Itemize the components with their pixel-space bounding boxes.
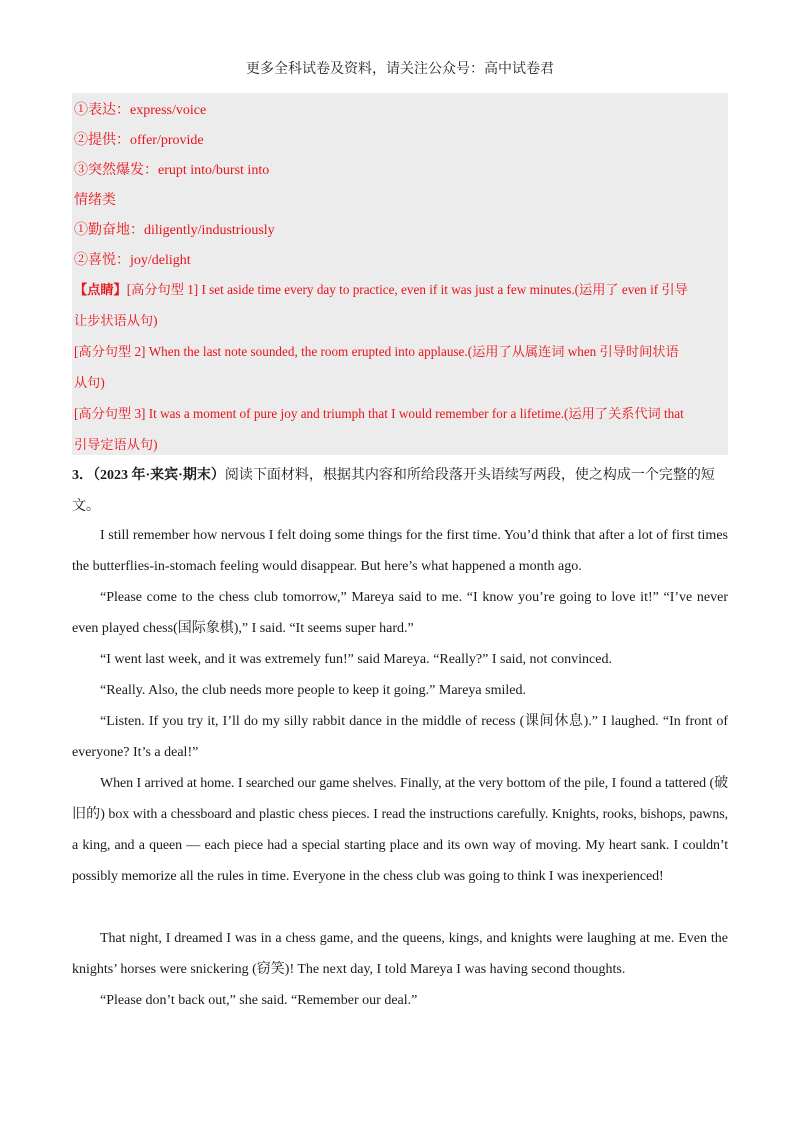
answer-line: 情绪类 [74,193,116,208]
passage-paragraph: “Really. Also, the club needs more people to keep it going.” Mareya smiled. [100,683,526,698]
passage-paragraph: “I went last week, and it was extremely fun!” said Mareya. “Really?” I said, not convinced. [100,652,612,667]
question-number: 3． [72,468,93,483]
question-source: （2023 年·来宾·期末） [93,468,225,483]
passage-paragraph: When I arrived at home. I searched our game shelves. Finally, at the very bottom of the pile, I found a tattered (破旧的) box with a chessboard and plastic chess pieces. I read the instructions carefully. Knights, rooks, bishops, pawns, a king, and a queen — each piece had a special starting place and its own way of moving. My heart sank. I couldn’t possibly memorize all the rules in time. Everyone in the chess club was going to think I was inexperienced! [72,776,728,884]
passage-paragraph: “Please come to the chess club tomorrow,” Mareya said to me. “I know you’re going to love it!” “I’ve never even played chess(国际象棋),” I said. “It seems super hard.” [72,590,728,636]
answer-line: ②提供：offer/provide [74,133,204,148]
highlight-line-1a: 【点睛】[高分句型 1] I set aside time every day to practice, even if it was just a few minutes.(运用了 even if 引导 [74,282,688,297]
answer-line: ③突然爆发：erupt into/burst into [74,163,270,178]
question-heading [72,464,728,484]
highlight-line-2a: [高分句型 2] When the last note sounded, the room erupted into applause.(运用了从属连词 when 引导时间状语 [74,344,679,359]
highlight-line-3a: [高分句型 3] It was a moment of pure joy and triumph that I would remember for a lifetime.(运用了关系代词 that [74,406,684,421]
question-instruction-cont: 文。 [72,499,100,514]
passage-paragraph: I still remember how nervous I felt doing some things for the first time. You’d think that after a lot of first times the butterflies-in-stomach feeling would disappear. But here’s what happened a month ago. [72,528,728,574]
highlight-line-1b: 让步状语从句) [74,313,158,328]
passage-paragraph: That night, I dreamed I was in a chess game, and the queens, kings, and knights were laughing at me. Even the knights’ horses were snickering (窃笑)! The next day, I told Mareya I was having second thoughts. [72,931,728,977]
highlight-line-2b: 从句) [74,375,105,390]
answer-line: ①表达：express/voice [74,103,207,118]
passage-paragraph: “Listen. If you try it, I’ll do my silly rabbit dance in the middle of recess (课间休息).” I laughed. “In front of everyone? It’s a deal!” [72,714,728,760]
highlight-line-3b: 引导定语从句) [74,437,158,452]
page-header: 更多全科试卷及资料，请关注公众号：高中试卷君 [246,62,554,77]
answer-line: ①勤奋地：diligently/industriously [74,223,275,238]
passage-paragraph: “Please don’t back out,” she said. “Remember our deal.” [100,993,418,1008]
bracket-label: 【点睛】 [74,282,127,297]
answer-line: ②喜悦：joy/delight [74,253,191,268]
question-instruction: 阅读下面材料，根据其内容和所给段落开头语续写两段，使之构成一个完整的短 [224,468,715,483]
